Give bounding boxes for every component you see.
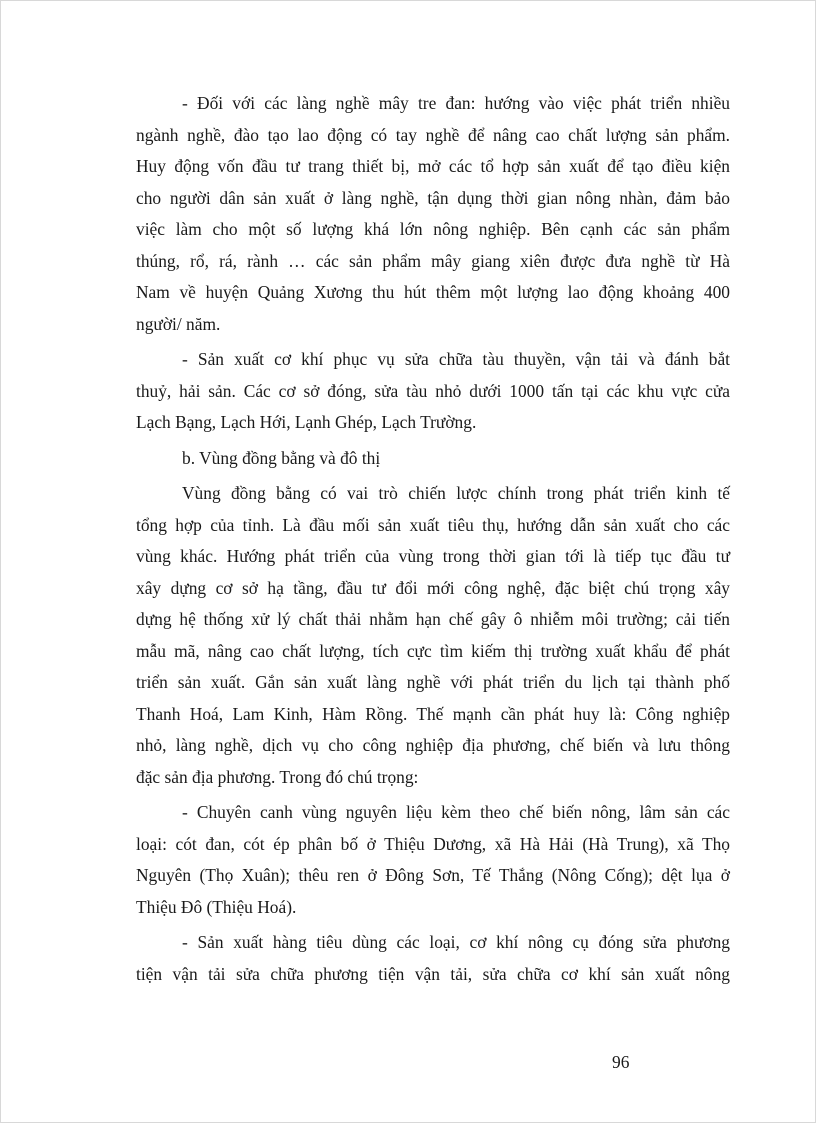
text-line: xây dựng cơ sở hạ tầng, đầu tư đổi mới công nghệ, đặc biệt chú trọng xây bbox=[136, 577, 730, 598]
section-heading bbox=[136, 443, 730, 475]
text-line: dựng hệ thống xử lý chất thải nhằm hạn chế gây ô nhiễm môi trường; cải tiến bbox=[136, 609, 730, 629]
page-body bbox=[136, 88, 730, 994]
text-line: đặc sản địa phương. Trong đó chú trọng: bbox=[136, 766, 419, 787]
text-line: người/ năm. bbox=[136, 313, 221, 334]
text-line: ngành nghề, đào tạo lao động có tay nghề để nâng cao chất lượng sản phẩm. bbox=[136, 124, 730, 145]
paragraph-delta-region bbox=[136, 478, 730, 793]
text-line: - Sản xuất hàng tiêu dùng các loại, cơ khí nông cụ đóng sửa phương bbox=[182, 932, 730, 952]
text-line: triển sản xuất. Gắn sản xuất làng nghề với phát triển du lịch tại thành phố bbox=[136, 672, 730, 692]
paragraph-consumer-goods bbox=[136, 927, 730, 990]
text-line: Thanh Hoá, Lam Kinh, Hàm Rồng. Thế mạnh cần phát huy là: Công nghiệp bbox=[136, 703, 730, 724]
text-line: mẫu mã, nâng cao chất lượng, tích cực tìm kiếm thị trường xuất khẩu để phát bbox=[136, 640, 730, 661]
text-line: Thiệu Đô (Thiệu Hoá). bbox=[136, 896, 297, 917]
text-line: - Chuyên canh vùng nguyên liệu kèm theo chế biến nông, lâm sản các bbox=[182, 802, 730, 822]
text-line: - Đối với các làng nghề mây tre đan: hướng vào việc phát triển nhiều bbox=[182, 93, 730, 113]
text-line: loại: cót đan, cót ép phân bố ở Thiệu Dương, xã Hà Hải (Hà Trung), xã Thọ bbox=[136, 833, 730, 854]
text-line: Huy động vốn đầu tư trang thiết bị, mở các tổ hợp sản xuất để tạo điều kiện bbox=[136, 156, 730, 176]
text-line: tổng hợp của tỉnh. Là đầu mối sản xuất tiêu thụ, hướng dẫn sản xuất cho các bbox=[136, 514, 730, 535]
text-line: Vùng đồng bằng có vai trò chiến lược chính trong phát triển kinh tế bbox=[182, 483, 730, 503]
section-heading-text: b. Vùng đồng bằng và đô thị bbox=[182, 447, 381, 468]
text-line: thúng, rổ, rá, rành … các sản phẩm mây giang xiên được đưa nghề từ Hà bbox=[136, 250, 730, 271]
text-line: nhỏ, làng nghề, dịch vụ cho công nghiệp địa phương, chế biến và lưu thông bbox=[136, 735, 730, 755]
text-line: Nguyên (Thọ Xuân); thêu ren ở Đông Sơn, Tế Thắng (Nông Cống); dệt lụa ở bbox=[136, 865, 730, 885]
paragraph-mechanical-production bbox=[136, 344, 730, 439]
paragraph-bamboo-rattan-villages bbox=[136, 88, 730, 340]
page-number: 96 bbox=[612, 1052, 630, 1072]
text-line: vùng khác. Hướng phát triển của vùng trong thời gian tới là tiếp tục đầu tư bbox=[136, 546, 730, 566]
text-line: Lạch Bạng, Lạch Hới, Lạnh Ghép, Lạch Trường. bbox=[136, 412, 477, 432]
text-line: - Sản xuất cơ khí phục vụ sửa chữa tàu thuyền, vận tải và đánh bắt bbox=[182, 349, 730, 369]
text-line: cho người dân sản xuất ở làng nghề, tận dụng thời gian nông nhàn, đảm bảo bbox=[136, 187, 730, 208]
text-line: việc làm cho một số lượng khá lớn nông nghiệp. Bên cạnh các sản phẩm bbox=[136, 219, 730, 239]
text-line: thuỷ, hải sản. Các cơ sở đóng, sửa tàu nhỏ dưới 1000 tấn tại các khu vực cửa bbox=[136, 380, 730, 401]
text-line: Nam về huyện Quảng Xương thu hút thêm một lượng lao động khoảng 400 bbox=[136, 282, 730, 302]
text-line: tiện vận tải sửa chữa phương tiện vận tải, sửa chữa cơ khí sản xuất nông bbox=[136, 963, 730, 984]
paragraph-raw-materials bbox=[136, 797, 730, 923]
